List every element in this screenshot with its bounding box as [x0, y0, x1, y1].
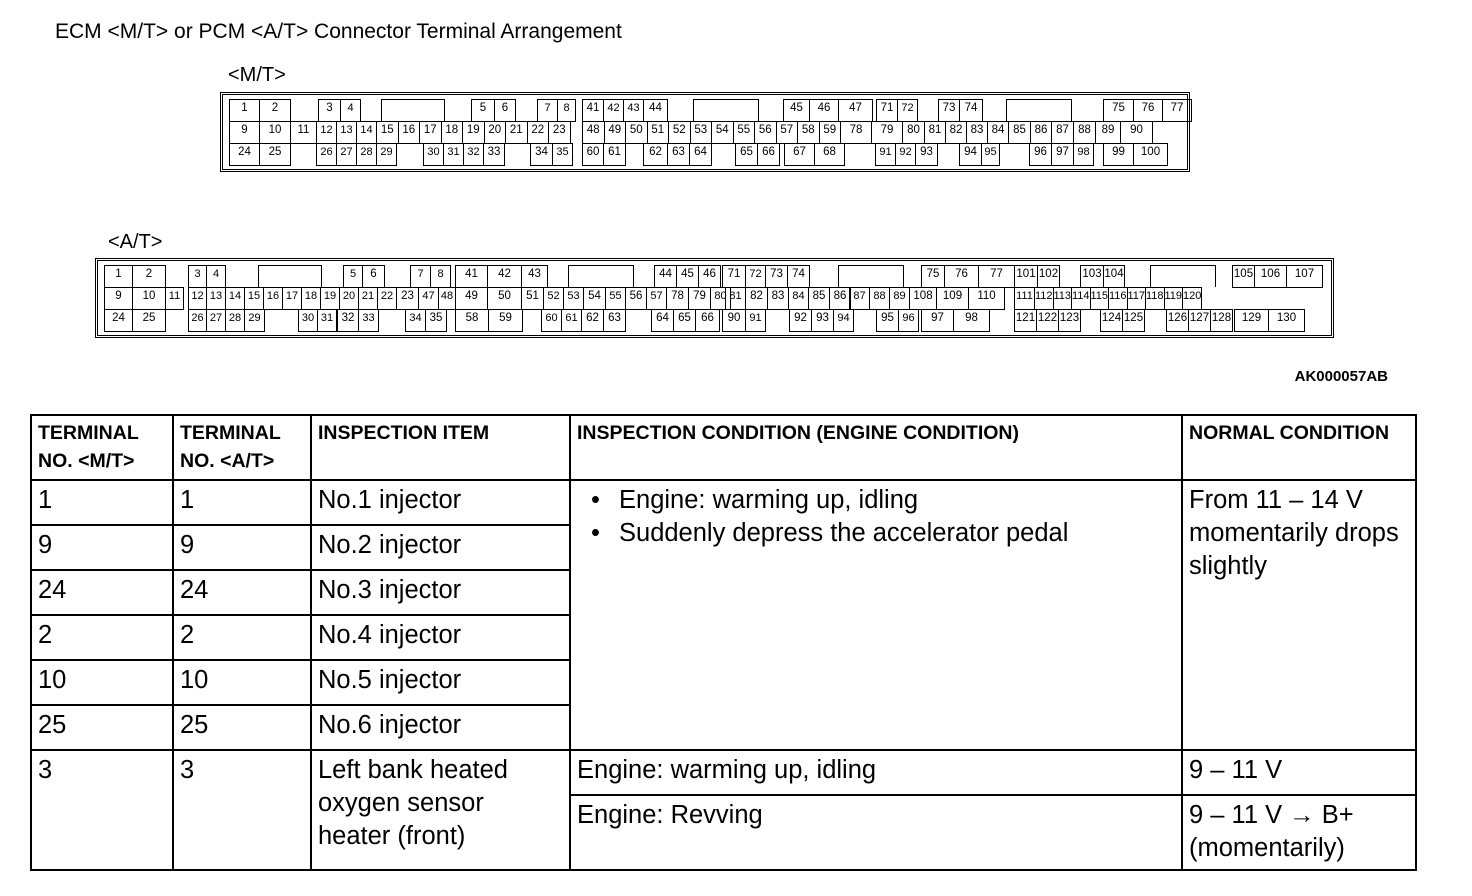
terminal-11: 11 [165, 287, 184, 310]
terminal-67: 67 [784, 143, 815, 166]
terminal-124: 124 [1100, 309, 1123, 332]
terminal-18: 18 [301, 287, 321, 310]
terminal-107: 107 [1286, 265, 1323, 288]
terminal-94: 94 [959, 143, 982, 166]
terminal-50: 50 [487, 287, 522, 310]
terminal-25: 25 [259, 143, 291, 166]
terminal-59: 59 [488, 309, 523, 332]
terminal-60: 60 [582, 143, 604, 166]
terminal-126: 126 [1166, 309, 1189, 332]
terminal-61: 61 [561, 309, 582, 332]
terminal-75: 75 [1103, 99, 1134, 122]
cell-at: 9 [173, 525, 311, 570]
terminal-116: 116 [1108, 287, 1128, 310]
terminal-91: 91 [875, 143, 896, 166]
table-row [31, 480, 1416, 525]
terminal-4: 4 [340, 99, 361, 122]
terminal-83: 83 [966, 121, 988, 144]
terminal-78: 78 [840, 121, 872, 144]
cell-item: No.2 injector [311, 525, 570, 570]
terminal-91: 91 [745, 309, 766, 332]
terminal-120: 120 [1182, 287, 1202, 310]
terminal-85: 85 [808, 287, 830, 310]
terminal-43: 43 [623, 99, 644, 122]
cell-condition-revving: Engine: Revving [570, 795, 1182, 870]
terminal-81: 81 [924, 121, 946, 144]
terminal-57: 57 [646, 287, 667, 310]
terminal-105: 105 [1232, 265, 1255, 288]
terminal-92: 92 [895, 143, 916, 166]
terminal-122: 122 [1036, 309, 1059, 332]
terminal-127: 127 [1188, 309, 1211, 332]
terminal-23: 23 [548, 121, 571, 144]
terminal-93: 93 [915, 143, 938, 166]
condition-bullet: • Suddenly depress the accelerator pedal [577, 517, 1175, 550]
cell-item: No.1 injector [311, 480, 570, 525]
terminal-103: 103 [1080, 265, 1104, 288]
terminal-14: 14 [356, 121, 377, 144]
terminal-72: 72 [745, 265, 766, 288]
cell-mt: 24 [31, 570, 173, 615]
header-inspection-condition: INSPECTION CONDITION (ENGINE CONDITION) [570, 415, 1182, 480]
terminal-24: 24 [229, 143, 260, 166]
connector-cavity [693, 99, 759, 121]
terminal-112: 112 [1034, 287, 1054, 310]
terminal-62: 62 [643, 143, 668, 166]
terminal-63: 63 [603, 309, 626, 332]
terminal-27: 27 [336, 143, 357, 166]
terminal-21: 21 [358, 287, 378, 310]
terminal-3: 3 [318, 99, 341, 122]
terminal-56: 56 [754, 121, 777, 144]
terminal-88: 88 [1073, 121, 1096, 144]
cell-injector-condition [570, 480, 1182, 750]
terminal-35: 35 [425, 309, 447, 332]
cell-mt: 3 [31, 750, 173, 870]
at-connector [95, 258, 1334, 338]
terminal-125: 125 [1122, 309, 1145, 332]
at-connector-label: <A/T> [108, 231, 163, 253]
terminal-12: 12 [188, 287, 207, 310]
terminal-2: 2 [132, 265, 166, 288]
terminal-19: 19 [320, 287, 340, 310]
terminal-55: 55 [605, 287, 626, 310]
terminal-98: 98 [1073, 143, 1094, 166]
terminal-50: 50 [625, 121, 648, 144]
terminal-4: 4 [206, 265, 226, 288]
terminal-90: 90 [1120, 121, 1153, 144]
terminal-48: 48 [582, 121, 605, 144]
terminal-90: 90 [722, 309, 746, 332]
terminal-115: 115 [1090, 287, 1110, 310]
terminal-46: 46 [698, 265, 721, 288]
terminal-53: 53 [563, 287, 584, 310]
cell-item: No.3 injector [311, 570, 570, 615]
terminal-78: 78 [666, 287, 689, 310]
terminal-6: 6 [362, 265, 385, 288]
terminal-56: 56 [625, 287, 647, 310]
cell-normal-revving: 9 – 11 V → B+ (momentarily) [1182, 795, 1416, 870]
terminal-17: 17 [282, 287, 302, 310]
terminal-71: 71 [876, 99, 898, 122]
terminal-5: 5 [343, 265, 363, 288]
condition-bullet: • Engine: warming up, idling [577, 484, 1175, 517]
terminal-34: 34 [405, 309, 426, 332]
terminal-79: 79 [688, 287, 711, 310]
terminal-117: 117 [1127, 287, 1147, 310]
terminal-7: 7 [410, 265, 431, 288]
terminal-96: 96 [898, 309, 919, 332]
cell-at: 3 [173, 750, 311, 870]
terminal-23: 23 [396, 287, 419, 310]
inspection-table [30, 414, 1417, 871]
terminal-29: 29 [376, 143, 397, 166]
terminal-53: 53 [690, 121, 713, 144]
terminal-66: 66 [695, 309, 720, 332]
terminal-33: 33 [358, 309, 379, 332]
terminal-1: 1 [229, 99, 260, 122]
terminal-64: 64 [689, 143, 712, 166]
terminal-77: 77 [1162, 99, 1192, 122]
terminal-96: 96 [1029, 143, 1052, 166]
cell-condition-idling: Engine: warming up, idling [570, 750, 1182, 795]
terminal-33: 33 [483, 143, 505, 166]
terminal-118: 118 [1145, 287, 1165, 310]
terminal-81: 81 [725, 287, 746, 310]
connector-cavity [1150, 265, 1216, 287]
terminal-57: 57 [776, 121, 799, 144]
terminal-46: 46 [809, 99, 839, 122]
terminal-7: 7 [537, 99, 558, 122]
terminal-108: 108 [909, 287, 937, 310]
terminal-66: 66 [757, 143, 780, 166]
cell-mt: 2 [31, 615, 173, 660]
cell-item: No.5 injector [311, 660, 570, 705]
terminal-52: 52 [668, 121, 691, 144]
terminal-113: 113 [1053, 287, 1073, 310]
terminal-104: 104 [1103, 265, 1125, 288]
terminal-31: 31 [443, 143, 464, 166]
terminal-76: 76 [944, 265, 979, 288]
terminal-44: 44 [643, 99, 668, 122]
terminal-29: 29 [244, 309, 265, 332]
terminal-42: 42 [487, 265, 522, 288]
table-row [31, 750, 1416, 795]
terminal-20: 20 [484, 121, 507, 144]
terminal-79: 79 [871, 121, 903, 144]
terminal-48: 48 [438, 287, 456, 310]
terminal-98: 98 [953, 309, 990, 332]
terminal-28: 28 [356, 143, 377, 166]
cell-at: 2 [173, 615, 311, 660]
terminal-62: 62 [581, 309, 604, 332]
terminal-8: 8 [430, 265, 451, 288]
terminal-19: 19 [462, 121, 485, 144]
terminal-51: 51 [647, 121, 670, 144]
terminal-27: 27 [206, 309, 226, 332]
terminal-82: 82 [745, 287, 768, 310]
terminal-54: 54 [711, 121, 734, 144]
terminal-121: 121 [1014, 309, 1037, 332]
connector-cavity [568, 265, 634, 287]
terminal-58: 58 [455, 309, 489, 332]
terminal-44: 44 [654, 265, 677, 288]
terminal-30: 30 [423, 143, 444, 166]
terminal-41: 41 [582, 99, 604, 122]
terminal-47: 47 [418, 287, 439, 310]
terminal-15: 15 [244, 287, 264, 310]
terminal-80: 80 [710, 287, 731, 310]
terminal-100: 100 [1133, 143, 1168, 166]
terminal-20: 20 [339, 287, 359, 310]
terminal-25: 25 [132, 309, 166, 332]
terminal-59: 59 [819, 121, 842, 144]
terminal-41: 41 [455, 265, 488, 288]
terminal-9: 9 [229, 121, 260, 144]
cell-mt: 10 [31, 660, 173, 705]
terminal-85: 85 [1008, 121, 1031, 144]
terminal-51: 51 [521, 287, 544, 310]
header-normal-condition: NORMAL CONDITION [1182, 415, 1416, 480]
cell-at: 25 [173, 705, 311, 750]
terminal-52: 52 [543, 287, 564, 310]
terminal-86: 86 [829, 287, 851, 310]
terminal-58: 58 [797, 121, 820, 144]
connector-cavity [838, 265, 904, 287]
terminal-110: 110 [968, 287, 1005, 310]
terminal-2: 2 [259, 99, 291, 122]
mt-connector [220, 92, 1190, 172]
terminal-49: 49 [604, 121, 627, 144]
terminal-80: 80 [902, 121, 925, 144]
terminal-88: 88 [869, 287, 890, 310]
terminal-65: 65 [673, 309, 696, 332]
terminal-114: 114 [1071, 287, 1091, 310]
terminal-34: 34 [530, 143, 553, 166]
terminal-60: 60 [541, 309, 562, 332]
cell-at: 24 [173, 570, 311, 615]
terminal-24: 24 [104, 309, 133, 332]
cell-mt: 25 [31, 705, 173, 750]
terminal-97: 97 [1051, 143, 1074, 166]
terminal-87: 87 [1051, 121, 1074, 144]
terminal-32: 32 [337, 309, 359, 332]
terminal-68: 68 [814, 143, 845, 166]
terminal-87: 87 [849, 287, 870, 310]
terminal-73: 73 [765, 265, 788, 288]
terminal-102: 102 [1037, 265, 1060, 288]
table-header-row [31, 415, 1416, 480]
cell-mt: 9 [31, 525, 173, 570]
terminal-84: 84 [987, 121, 1009, 144]
terminal-77: 77 [978, 265, 1015, 288]
terminal-10: 10 [132, 287, 166, 310]
terminal-72: 72 [897, 99, 918, 122]
terminal-28: 28 [225, 309, 245, 332]
terminal-3: 3 [188, 265, 207, 288]
terminal-47: 47 [838, 99, 873, 122]
terminal-45: 45 [676, 265, 699, 288]
terminal-74: 74 [787, 265, 810, 288]
terminal-111: 111 [1014, 287, 1035, 310]
terminal-26: 26 [316, 143, 337, 166]
terminal-64: 64 [651, 309, 674, 332]
connector-cavity [381, 99, 445, 121]
terminal-42: 42 [603, 99, 624, 122]
terminal-22: 22 [527, 121, 550, 144]
terminal-76: 76 [1133, 99, 1163, 122]
terminal-130: 130 [1268, 309, 1305, 332]
terminal-18: 18 [441, 121, 464, 144]
cell-normal-idling: 9 – 11 V [1182, 750, 1416, 795]
terminal-15: 15 [376, 121, 399, 144]
terminal-43: 43 [521, 265, 548, 288]
terminal-75: 75 [921, 265, 945, 288]
terminal-99: 99 [1103, 143, 1134, 166]
terminal-101: 101 [1014, 265, 1038, 288]
terminal-45: 45 [783, 99, 810, 122]
cell-injector-normal: From 11 – 14 V momentarily drops slightly [1182, 480, 1416, 750]
terminal-12: 12 [316, 121, 337, 144]
terminal-106: 106 [1254, 265, 1287, 288]
terminal-35: 35 [552, 143, 573, 166]
terminal-89: 89 [889, 287, 910, 310]
mt-connector-label: <M/T> [228, 64, 286, 86]
terminal-13: 13 [336, 121, 357, 144]
terminal-95: 95 [981, 143, 1000, 166]
terminal-129: 129 [1234, 309, 1269, 332]
terminal-119: 119 [1164, 287, 1184, 310]
terminal-82: 82 [945, 121, 967, 144]
terminal-49: 49 [455, 287, 488, 310]
terminal-93: 93 [811, 309, 834, 332]
header-terminal-mt: TERMINAL NO. <M/T> [31, 415, 173, 480]
terminal-74: 74 [959, 99, 983, 122]
terminal-16: 16 [398, 121, 421, 144]
connector-cavity [258, 265, 322, 287]
figure-code: AK000057AB [1294, 368, 1388, 385]
terminal-95: 95 [876, 309, 899, 332]
terminal-109: 109 [936, 287, 969, 310]
terminal-21: 21 [505, 121, 528, 144]
cell-item: No.6 injector [311, 705, 570, 750]
terminal-73: 73 [938, 99, 960, 122]
terminal-65: 65 [735, 143, 758, 166]
terminal-63: 63 [667, 143, 690, 166]
terminal-16: 16 [263, 287, 283, 310]
connector-cavity [1006, 99, 1072, 121]
terminal-31: 31 [317, 309, 337, 332]
terminal-94: 94 [833, 309, 854, 332]
cell-at: 10 [173, 660, 311, 705]
terminal-10: 10 [259, 121, 291, 144]
header-inspection-item: INSPECTION ITEM [311, 415, 570, 480]
header-terminal-at: TERMINAL NO. <A/T> [173, 415, 311, 480]
terminal-6: 6 [494, 99, 516, 122]
terminal-17: 17 [419, 121, 442, 144]
terminal-11: 11 [290, 121, 317, 144]
terminal-32: 32 [463, 143, 484, 166]
cell-item: No.4 injector [311, 615, 570, 660]
terminal-128: 128 [1210, 309, 1233, 332]
terminal-30: 30 [298, 309, 318, 332]
cell-mt: 1 [31, 480, 173, 525]
terminal-61: 61 [603, 143, 626, 166]
terminal-92: 92 [789, 309, 812, 332]
cell-at: 1 [173, 480, 311, 525]
terminal-9: 9 [104, 287, 133, 310]
terminal-84: 84 [788, 287, 809, 310]
terminal-1: 1 [104, 265, 133, 288]
terminal-97: 97 [921, 309, 954, 332]
cell-item: Left bank heated oxygen sensor heater (front) [311, 750, 570, 870]
terminal-14: 14 [225, 287, 245, 310]
terminal-83: 83 [767, 287, 789, 310]
terminal-26: 26 [188, 309, 207, 332]
terminal-22: 22 [377, 287, 397, 310]
terminal-54: 54 [583, 287, 606, 310]
terminal-5: 5 [471, 99, 495, 122]
terminal-123: 123 [1058, 309, 1081, 332]
terminal-55: 55 [733, 121, 756, 144]
terminal-86: 86 [1030, 121, 1052, 144]
terminal-8: 8 [557, 99, 576, 122]
terminal-89: 89 [1095, 121, 1121, 144]
terminal-71: 71 [722, 265, 746, 288]
page-title: ECM <M/T> or PCM <A/T> Connector Terminal Arrangement [55, 20, 622, 43]
terminal-13: 13 [206, 287, 226, 310]
